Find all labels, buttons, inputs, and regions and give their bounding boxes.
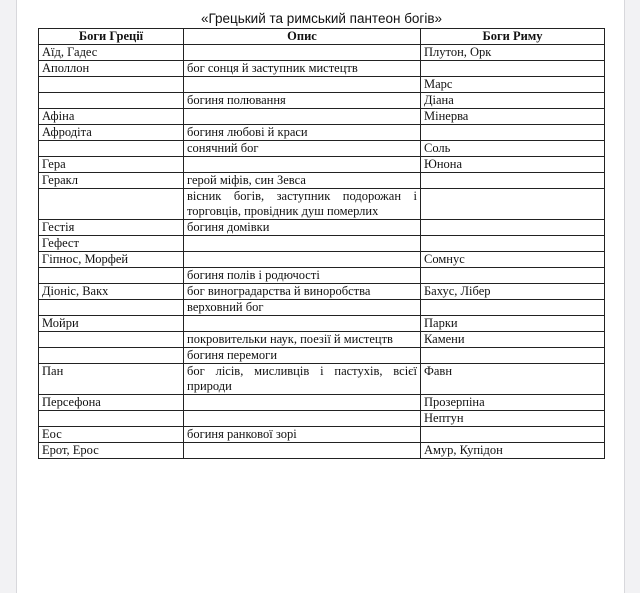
table-row [39,268,605,284]
table-row [39,157,605,173]
header-roman-gods: Боги Риму [421,29,605,45]
description-cell: богиня перемоги [184,348,421,364]
table-row [39,189,605,220]
description-cell [184,77,421,93]
description-cell: богиня любові й краси [184,125,421,141]
description-cell: бог сонця й заступник мистецтв [184,61,421,77]
roman-god-cell: Камени [421,332,605,348]
greek-god-cell [39,268,184,284]
roman-god-cell: Соль [421,141,605,157]
roman-god-cell: Діана [421,93,605,109]
greek-god-cell [39,189,184,220]
table-row [39,252,605,268]
pantheon-table [38,28,605,459]
description-cell: богиня полів і родючості [184,268,421,284]
description-cell: богиня ранкової зорі [184,427,421,443]
roman-god-cell: Фавн [421,364,605,395]
greek-god-cell: Персефона [39,395,184,411]
greek-god-cell: Гера [39,157,184,173]
roman-god-cell: Парки [421,316,605,332]
description-cell [184,157,421,173]
description-cell [184,252,421,268]
table-row [39,332,605,348]
roman-god-cell: Марс [421,77,605,93]
table-row [39,45,605,61]
greek-god-cell [39,77,184,93]
description-cell: покровительки наук, поезії й мистецтв [184,332,421,348]
table-row [39,443,605,459]
roman-god-cell [421,125,605,141]
description-cell: вісник богів, заступник подорожан і торговців, провідник душ померлих [184,189,421,220]
roman-god-cell [421,61,605,77]
roman-god-cell [421,348,605,364]
table-row [39,220,605,236]
table-row [39,427,605,443]
table-row [39,395,605,411]
greek-god-cell: Ерот, Ерос [39,443,184,459]
roman-god-cell: Мінерва [421,109,605,125]
description-cell [184,411,421,427]
roman-god-cell [421,268,605,284]
table-row [39,411,605,427]
greek-god-cell [39,93,184,109]
greek-god-cell: Мойри [39,316,184,332]
greek-god-cell: Еос [39,427,184,443]
table-row [39,77,605,93]
roman-god-cell: Амур, Купідон [421,443,605,459]
header-description: Опис [184,29,421,45]
greek-god-cell: Гестія [39,220,184,236]
greek-god-cell [39,348,184,364]
greek-god-cell [39,411,184,427]
greek-god-cell [39,141,184,157]
table-row [39,284,605,300]
header-greek-gods: Боги Греції [39,29,184,45]
roman-god-cell: Сомнус [421,252,605,268]
greek-god-cell: Афіна [39,109,184,125]
roman-god-cell: Нептун [421,411,605,427]
table-row [39,300,605,316]
table-row [39,93,605,109]
table-row [39,109,605,125]
roman-god-cell [421,220,605,236]
table-row [39,364,605,395]
roman-god-cell [421,173,605,189]
table-row [39,348,605,364]
description-cell: бог виноградарства й виноробства [184,284,421,300]
description-cell [184,316,421,332]
greek-god-cell: Діоніс, Вакх [39,284,184,300]
description-cell [184,236,421,252]
greek-god-cell: Пан [39,364,184,395]
description-cell: богиня домівки [184,220,421,236]
greek-god-cell: Аполлон [39,61,184,77]
roman-god-cell [421,189,605,220]
roman-god-cell: Плутон, Орк [421,45,605,61]
description-cell: бог лісів, мисливців і пастухів, всієї природи [184,364,421,395]
greek-god-cell: Аїд, Гадес [39,45,184,61]
greek-god-cell [39,300,184,316]
roman-god-cell [421,236,605,252]
table-row [39,61,605,77]
description-cell [184,109,421,125]
greek-god-cell: Гіпнос, Морфей [39,252,184,268]
greek-god-cell: Геракл [39,173,184,189]
table-header-row [39,29,605,45]
greek-god-cell: Гефест [39,236,184,252]
roman-god-cell [421,300,605,316]
roman-god-cell [421,427,605,443]
document-title: «Грецький та римський пантеон богів» [200,11,443,26]
table-row [39,141,605,157]
description-cell: богиня полювання [184,93,421,109]
description-cell: герой міфів, син Зевса [184,173,421,189]
greek-god-cell: Афродіта [39,125,184,141]
table-row [39,236,605,252]
roman-god-cell: Бахус, Лібер [421,284,605,300]
roman-god-cell: Прозерпіна [421,395,605,411]
description-cell: верховний бог [184,300,421,316]
table-row [39,316,605,332]
roman-god-cell: Юнона [421,157,605,173]
greek-god-cell [39,332,184,348]
description-cell [184,443,421,459]
table-row [39,173,605,189]
description-cell [184,45,421,61]
table-row [39,125,605,141]
description-cell [184,395,421,411]
document-page [16,0,625,593]
description-cell: сонячний бог [184,141,421,157]
